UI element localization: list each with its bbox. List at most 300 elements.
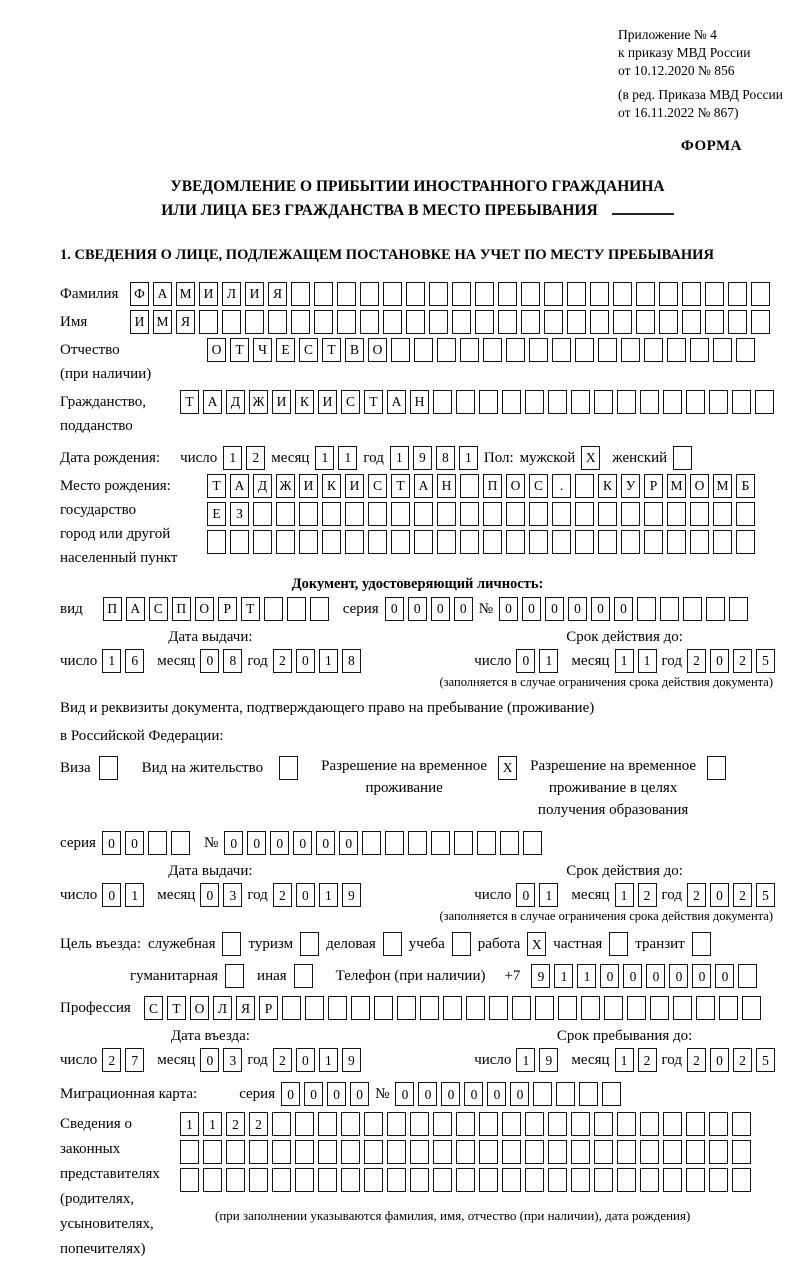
char-cell[interactable] bbox=[391, 338, 410, 362]
char-cell[interactable] bbox=[345, 502, 364, 526]
char-cell[interactable] bbox=[454, 831, 473, 855]
char-cell[interactable] bbox=[475, 282, 494, 306]
char-cell[interactable] bbox=[362, 831, 381, 855]
char-cell[interactable]: 0 bbox=[522, 597, 541, 621]
char-cell[interactable] bbox=[452, 310, 471, 334]
char-cell[interactable] bbox=[414, 530, 433, 554]
char-cell[interactable] bbox=[272, 1168, 291, 1192]
char-cell[interactable]: 0 bbox=[418, 1082, 437, 1106]
char-cell[interactable]: 0 bbox=[200, 883, 219, 907]
char-cell[interactable] bbox=[525, 390, 544, 414]
char-cell[interactable]: 1 bbox=[223, 446, 242, 470]
char-cell[interactable] bbox=[660, 597, 679, 621]
char-cell[interactable] bbox=[368, 530, 387, 554]
char-cell[interactable]: С bbox=[144, 996, 163, 1020]
char-cell[interactable] bbox=[621, 530, 640, 554]
char-cell[interactable]: И bbox=[318, 390, 337, 414]
char-cell[interactable]: 2 bbox=[733, 649, 752, 673]
char-cell[interactable] bbox=[498, 310, 517, 334]
char-cell[interactable] bbox=[364, 1140, 383, 1164]
char-cell[interactable] bbox=[713, 530, 732, 554]
char-cell[interactable] bbox=[552, 502, 571, 526]
char-cell[interactable] bbox=[705, 282, 724, 306]
char-cell[interactable]: 9 bbox=[539, 1048, 558, 1072]
char-cell[interactable]: 5 bbox=[756, 883, 775, 907]
char-cell[interactable] bbox=[594, 1168, 613, 1192]
char-cell[interactable] bbox=[621, 502, 640, 526]
char-cell[interactable]: 1 bbox=[319, 1048, 338, 1072]
purpose-other-checkbox[interactable] bbox=[294, 964, 313, 988]
char-cell[interactable] bbox=[502, 390, 521, 414]
char-cell[interactable]: 1 bbox=[390, 446, 409, 470]
char-cell[interactable] bbox=[690, 502, 709, 526]
char-cell[interactable] bbox=[437, 502, 456, 526]
char-cell[interactable] bbox=[433, 1168, 452, 1192]
char-cell[interactable] bbox=[345, 530, 364, 554]
char-cell[interactable]: Т bbox=[322, 338, 341, 362]
char-cell[interactable] bbox=[460, 474, 479, 498]
char-cell[interactable] bbox=[299, 502, 318, 526]
char-cell[interactable] bbox=[552, 530, 571, 554]
char-cell[interactable]: И bbox=[130, 310, 149, 334]
char-cell[interactable] bbox=[636, 310, 655, 334]
char-cell[interactable]: О bbox=[506, 474, 525, 498]
char-cell[interactable]: О bbox=[195, 597, 214, 621]
char-cell[interactable]: В bbox=[345, 338, 364, 362]
char-cell[interactable] bbox=[598, 530, 617, 554]
char-cell[interactable] bbox=[736, 338, 755, 362]
char-cell[interactable]: 8 bbox=[223, 649, 242, 673]
char-cell[interactable]: Н bbox=[410, 390, 429, 414]
temp-residence-education-checkbox[interactable] bbox=[707, 756, 726, 780]
char-cell[interactable]: Т bbox=[207, 474, 226, 498]
char-cell[interactable]: Ж bbox=[249, 390, 268, 414]
gender-male-checkbox[interactable]: X bbox=[581, 446, 600, 470]
char-cell[interactable] bbox=[203, 1168, 222, 1192]
char-cell[interactable]: 1 bbox=[577, 964, 596, 988]
char-cell[interactable]: Т bbox=[364, 390, 383, 414]
char-cell[interactable]: М bbox=[153, 310, 172, 334]
char-cell[interactable] bbox=[683, 597, 702, 621]
char-cell[interactable] bbox=[437, 530, 456, 554]
char-cell[interactable] bbox=[709, 1140, 728, 1164]
char-cell[interactable] bbox=[594, 1140, 613, 1164]
char-cell[interactable]: 2 bbox=[249, 1112, 268, 1136]
char-cell[interactable] bbox=[571, 1168, 590, 1192]
char-cell[interactable]: 1 bbox=[615, 1048, 634, 1072]
char-cell[interactable] bbox=[627, 996, 646, 1020]
char-cell[interactable] bbox=[736, 502, 755, 526]
char-cell[interactable] bbox=[567, 310, 586, 334]
char-cell[interactable] bbox=[529, 530, 548, 554]
char-cell[interactable] bbox=[548, 1140, 567, 1164]
char-cell[interactable] bbox=[272, 1112, 291, 1136]
char-cell[interactable]: И bbox=[345, 474, 364, 498]
char-cell[interactable] bbox=[686, 1168, 705, 1192]
char-cell[interactable] bbox=[736, 530, 755, 554]
purpose-humanitarian-checkbox[interactable] bbox=[225, 964, 244, 988]
char-cell[interactable] bbox=[682, 282, 701, 306]
char-cell[interactable] bbox=[558, 996, 577, 1020]
char-cell[interactable]: 0 bbox=[296, 883, 315, 907]
char-cell[interactable]: 0 bbox=[710, 1048, 729, 1072]
char-cell[interactable]: А bbox=[126, 597, 145, 621]
char-cell[interactable] bbox=[314, 282, 333, 306]
char-cell[interactable]: 1 bbox=[102, 649, 121, 673]
char-cell[interactable]: 9 bbox=[531, 964, 550, 988]
char-cell[interactable] bbox=[682, 310, 701, 334]
char-cell[interactable]: С bbox=[341, 390, 360, 414]
char-cell[interactable]: 0 bbox=[200, 649, 219, 673]
char-cell[interactable] bbox=[180, 1168, 199, 1192]
char-cell[interactable] bbox=[351, 996, 370, 1020]
char-cell[interactable] bbox=[659, 310, 678, 334]
char-cell[interactable] bbox=[268, 310, 287, 334]
char-cell[interactable] bbox=[575, 474, 594, 498]
char-cell[interactable] bbox=[456, 1140, 475, 1164]
char-cell[interactable] bbox=[535, 996, 554, 1020]
char-cell[interactable] bbox=[732, 1112, 751, 1136]
char-cell[interactable] bbox=[420, 996, 439, 1020]
char-cell[interactable] bbox=[180, 1140, 199, 1164]
char-cell[interactable] bbox=[437, 338, 456, 362]
char-cell[interactable]: 9 bbox=[342, 1048, 361, 1072]
char-cell[interactable] bbox=[374, 996, 393, 1020]
char-cell[interactable] bbox=[456, 390, 475, 414]
char-cell[interactable]: А bbox=[414, 474, 433, 498]
char-cell[interactable] bbox=[479, 1112, 498, 1136]
char-cell[interactable] bbox=[594, 1112, 613, 1136]
char-cell[interactable] bbox=[291, 282, 310, 306]
char-cell[interactable]: Т bbox=[180, 390, 199, 414]
char-cell[interactable] bbox=[460, 338, 479, 362]
char-cell[interactable] bbox=[318, 1168, 337, 1192]
char-cell[interactable] bbox=[466, 996, 485, 1020]
char-cell[interactable] bbox=[544, 310, 563, 334]
char-cell[interactable] bbox=[755, 390, 774, 414]
char-cell[interactable]: 1 bbox=[615, 883, 634, 907]
char-cell[interactable] bbox=[571, 390, 590, 414]
char-cell[interactable]: Б bbox=[736, 474, 755, 498]
char-cell[interactable] bbox=[391, 502, 410, 526]
char-cell[interactable] bbox=[431, 831, 450, 855]
char-cell[interactable] bbox=[506, 530, 525, 554]
char-cell[interactable] bbox=[226, 1168, 245, 1192]
char-cell[interactable] bbox=[667, 502, 686, 526]
char-cell[interactable] bbox=[479, 390, 498, 414]
char-cell[interactable]: 0 bbox=[408, 597, 427, 621]
char-cell[interactable] bbox=[328, 996, 347, 1020]
char-cell[interactable]: 1 bbox=[516, 1048, 535, 1072]
purpose-study-checkbox[interactable] bbox=[452, 932, 471, 956]
char-cell[interactable]: 2 bbox=[733, 1048, 752, 1072]
char-cell[interactable] bbox=[253, 502, 272, 526]
char-cell[interactable] bbox=[385, 831, 404, 855]
char-cell[interactable] bbox=[621, 338, 640, 362]
char-cell[interactable]: И bbox=[245, 282, 264, 306]
char-cell[interactable]: Е bbox=[276, 338, 295, 362]
char-cell[interactable]: Р bbox=[644, 474, 663, 498]
char-cell[interactable]: Л bbox=[222, 282, 241, 306]
char-cell[interactable] bbox=[751, 310, 770, 334]
char-cell[interactable] bbox=[659, 282, 678, 306]
char-cell[interactable] bbox=[207, 530, 226, 554]
char-cell[interactable]: 3 bbox=[223, 883, 242, 907]
char-cell[interactable] bbox=[387, 1140, 406, 1164]
char-cell[interactable]: 0 bbox=[669, 964, 688, 988]
purpose-business-checkbox[interactable] bbox=[383, 932, 402, 956]
char-cell[interactable]: 1 bbox=[319, 649, 338, 673]
char-cell[interactable] bbox=[533, 1082, 552, 1106]
char-cell[interactable]: 7 bbox=[125, 1048, 144, 1072]
char-cell[interactable]: 0 bbox=[568, 597, 587, 621]
char-cell[interactable] bbox=[709, 1168, 728, 1192]
char-cell[interactable] bbox=[414, 338, 433, 362]
char-cell[interactable]: 0 bbox=[270, 831, 289, 855]
char-cell[interactable] bbox=[512, 996, 531, 1020]
char-cell[interactable] bbox=[272, 1140, 291, 1164]
char-cell[interactable] bbox=[245, 310, 264, 334]
char-cell[interactable] bbox=[305, 996, 324, 1020]
char-cell[interactable] bbox=[282, 996, 301, 1020]
char-cell[interactable] bbox=[598, 502, 617, 526]
char-cell[interactable] bbox=[387, 1168, 406, 1192]
char-cell[interactable] bbox=[521, 310, 540, 334]
char-cell[interactable]: 0 bbox=[710, 883, 729, 907]
char-cell[interactable]: 1 bbox=[338, 446, 357, 470]
char-cell[interactable] bbox=[410, 1168, 429, 1192]
char-cell[interactable]: 0 bbox=[510, 1082, 529, 1106]
char-cell[interactable] bbox=[696, 996, 715, 1020]
char-cell[interactable] bbox=[640, 1168, 659, 1192]
char-cell[interactable] bbox=[525, 1168, 544, 1192]
char-cell[interactable]: . bbox=[552, 474, 571, 498]
char-cell[interactable]: С bbox=[149, 597, 168, 621]
char-cell[interactable] bbox=[667, 338, 686, 362]
char-cell[interactable] bbox=[686, 1140, 705, 1164]
char-cell[interactable]: А bbox=[387, 390, 406, 414]
gender-female-checkbox[interactable] bbox=[673, 446, 692, 470]
char-cell[interactable] bbox=[433, 390, 452, 414]
char-cell[interactable] bbox=[429, 310, 448, 334]
char-cell[interactable]: 8 bbox=[436, 446, 455, 470]
char-cell[interactable] bbox=[690, 338, 709, 362]
char-cell[interactable]: О bbox=[690, 474, 709, 498]
char-cell[interactable] bbox=[617, 1140, 636, 1164]
char-cell[interactable] bbox=[706, 597, 725, 621]
char-cell[interactable]: О bbox=[207, 338, 226, 362]
char-cell[interactable]: Т bbox=[167, 996, 186, 1020]
char-cell[interactable]: 2 bbox=[102, 1048, 121, 1072]
char-cell[interactable] bbox=[556, 1082, 575, 1106]
temp-residence-checkbox[interactable]: X bbox=[498, 756, 517, 780]
char-cell[interactable] bbox=[291, 310, 310, 334]
char-cell[interactable] bbox=[310, 597, 329, 621]
char-cell[interactable] bbox=[602, 1082, 621, 1106]
char-cell[interactable]: Т bbox=[241, 597, 260, 621]
purpose-work-checkbox[interactable]: X bbox=[527, 932, 546, 956]
char-cell[interactable] bbox=[498, 282, 517, 306]
char-cell[interactable] bbox=[295, 1168, 314, 1192]
char-cell[interactable]: 0 bbox=[350, 1082, 369, 1106]
char-cell[interactable] bbox=[650, 996, 669, 1020]
char-cell[interactable]: З bbox=[230, 502, 249, 526]
char-cell[interactable] bbox=[719, 996, 738, 1020]
char-cell[interactable] bbox=[410, 1140, 429, 1164]
char-cell[interactable] bbox=[673, 996, 692, 1020]
char-cell[interactable]: Я bbox=[268, 282, 287, 306]
char-cell[interactable] bbox=[529, 502, 548, 526]
char-cell[interactable]: М bbox=[176, 282, 195, 306]
char-cell[interactable]: К bbox=[322, 474, 341, 498]
char-cell[interactable]: Л bbox=[213, 996, 232, 1020]
char-cell[interactable] bbox=[295, 1112, 314, 1136]
char-cell[interactable]: 0 bbox=[487, 1082, 506, 1106]
char-cell[interactable] bbox=[460, 502, 479, 526]
char-cell[interactable] bbox=[483, 338, 502, 362]
char-cell[interactable]: 0 bbox=[614, 597, 633, 621]
char-cell[interactable]: 2 bbox=[687, 1048, 706, 1072]
char-cell[interactable]: П bbox=[103, 597, 122, 621]
char-cell[interactable] bbox=[397, 996, 416, 1020]
char-cell[interactable]: А bbox=[230, 474, 249, 498]
char-cell[interactable]: Н bbox=[437, 474, 456, 498]
char-cell[interactable] bbox=[483, 502, 502, 526]
char-cell[interactable] bbox=[575, 502, 594, 526]
char-cell[interactable] bbox=[406, 282, 425, 306]
char-cell[interactable] bbox=[525, 1140, 544, 1164]
purpose-transit-checkbox[interactable] bbox=[692, 932, 711, 956]
char-cell[interactable] bbox=[203, 1140, 222, 1164]
char-cell[interactable]: 3 bbox=[223, 1048, 242, 1072]
char-cell[interactable] bbox=[617, 1168, 636, 1192]
visa-checkbox[interactable] bbox=[99, 756, 118, 780]
char-cell[interactable] bbox=[548, 1112, 567, 1136]
char-cell[interactable]: 2 bbox=[687, 883, 706, 907]
char-cell[interactable] bbox=[341, 1140, 360, 1164]
char-cell[interactable] bbox=[590, 282, 609, 306]
char-cell[interactable] bbox=[456, 1112, 475, 1136]
char-cell[interactable]: 1 bbox=[180, 1112, 199, 1136]
char-cell[interactable]: П bbox=[172, 597, 191, 621]
char-cell[interactable] bbox=[502, 1112, 521, 1136]
char-cell[interactable] bbox=[287, 597, 306, 621]
char-cell[interactable] bbox=[383, 282, 402, 306]
char-cell[interactable] bbox=[667, 530, 686, 554]
char-cell[interactable]: 2 bbox=[273, 883, 292, 907]
char-cell[interactable] bbox=[663, 1168, 682, 1192]
char-cell[interactable] bbox=[525, 1112, 544, 1136]
char-cell[interactable] bbox=[709, 1112, 728, 1136]
char-cell[interactable]: 0 bbox=[692, 964, 711, 988]
char-cell[interactable] bbox=[364, 1112, 383, 1136]
char-cell[interactable]: 1 bbox=[315, 446, 334, 470]
char-cell[interactable] bbox=[617, 390, 636, 414]
char-cell[interactable] bbox=[544, 282, 563, 306]
char-cell[interactable]: Р bbox=[259, 996, 278, 1020]
char-cell[interactable] bbox=[230, 530, 249, 554]
char-cell[interactable] bbox=[548, 390, 567, 414]
char-cell[interactable] bbox=[604, 996, 623, 1020]
char-cell[interactable]: И bbox=[299, 474, 318, 498]
char-cell[interactable] bbox=[690, 530, 709, 554]
char-cell[interactable] bbox=[728, 282, 747, 306]
char-cell[interactable] bbox=[475, 310, 494, 334]
char-cell[interactable] bbox=[477, 831, 496, 855]
char-cell[interactable]: 5 bbox=[756, 1048, 775, 1072]
char-cell[interactable]: М bbox=[667, 474, 686, 498]
char-cell[interactable] bbox=[249, 1168, 268, 1192]
char-cell[interactable]: 2 bbox=[246, 446, 265, 470]
char-cell[interactable]: 0 bbox=[125, 831, 144, 855]
char-cell[interactable] bbox=[360, 310, 379, 334]
char-cell[interactable] bbox=[360, 282, 379, 306]
char-cell[interactable] bbox=[322, 530, 341, 554]
char-cell[interactable]: 9 bbox=[342, 883, 361, 907]
char-cell[interactable] bbox=[456, 1168, 475, 1192]
char-cell[interactable]: 1 bbox=[319, 883, 338, 907]
char-cell[interactable]: 0 bbox=[247, 831, 266, 855]
char-cell[interactable] bbox=[222, 310, 241, 334]
char-cell[interactable]: 0 bbox=[499, 597, 518, 621]
char-cell[interactable]: 5 bbox=[756, 649, 775, 673]
char-cell[interactable] bbox=[264, 597, 283, 621]
char-cell[interactable] bbox=[410, 1112, 429, 1136]
char-cell[interactable]: 0 bbox=[646, 964, 665, 988]
char-cell[interactable]: 0 bbox=[441, 1082, 460, 1106]
char-cell[interactable] bbox=[598, 338, 617, 362]
char-cell[interactable]: Я bbox=[236, 996, 255, 1020]
char-cell[interactable]: С bbox=[299, 338, 318, 362]
char-cell[interactable] bbox=[751, 282, 770, 306]
char-cell[interactable]: К bbox=[598, 474, 617, 498]
char-cell[interactable] bbox=[506, 338, 525, 362]
char-cell[interactable] bbox=[489, 996, 508, 1020]
char-cell[interactable] bbox=[644, 530, 663, 554]
char-cell[interactable]: 0 bbox=[102, 883, 121, 907]
char-cell[interactable]: С bbox=[368, 474, 387, 498]
char-cell[interactable]: О bbox=[368, 338, 387, 362]
char-cell[interactable] bbox=[663, 1112, 682, 1136]
char-cell[interactable] bbox=[479, 1168, 498, 1192]
char-cell[interactable]: Т bbox=[230, 338, 249, 362]
char-cell[interactable] bbox=[299, 530, 318, 554]
char-cell[interactable] bbox=[249, 1140, 268, 1164]
char-cell[interactable]: 2 bbox=[638, 883, 657, 907]
char-cell[interactable]: М bbox=[713, 474, 732, 498]
char-cell[interactable]: 1 bbox=[459, 446, 478, 470]
char-cell[interactable]: 0 bbox=[591, 597, 610, 621]
char-cell[interactable]: 0 bbox=[715, 964, 734, 988]
char-cell[interactable] bbox=[521, 282, 540, 306]
char-cell[interactable]: 0 bbox=[339, 831, 358, 855]
char-cell[interactable] bbox=[523, 831, 542, 855]
char-cell[interactable] bbox=[567, 282, 586, 306]
char-cell[interactable] bbox=[452, 282, 471, 306]
char-cell[interactable] bbox=[506, 502, 525, 526]
char-cell[interactable] bbox=[341, 1168, 360, 1192]
char-cell[interactable] bbox=[502, 1168, 521, 1192]
char-cell[interactable] bbox=[383, 310, 402, 334]
char-cell[interactable]: 0 bbox=[431, 597, 450, 621]
char-cell[interactable] bbox=[479, 1140, 498, 1164]
char-cell[interactable] bbox=[337, 310, 356, 334]
purpose-official-checkbox[interactable] bbox=[222, 932, 241, 956]
char-cell[interactable] bbox=[686, 1112, 705, 1136]
char-cell[interactable] bbox=[594, 390, 613, 414]
char-cell[interactable]: Д bbox=[226, 390, 245, 414]
char-cell[interactable] bbox=[443, 996, 462, 1020]
